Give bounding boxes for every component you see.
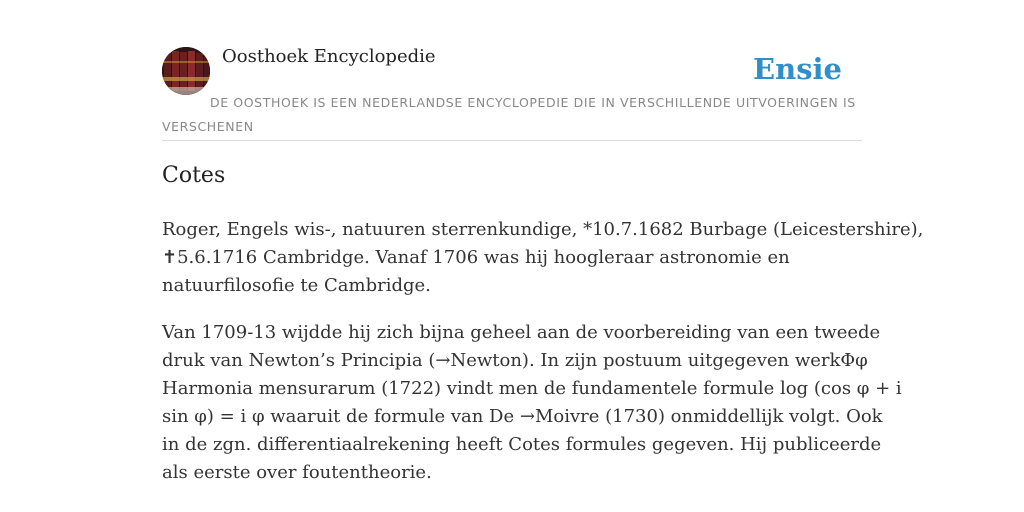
article-title: Cotes: [162, 163, 226, 188]
site-name[interactable]: Oosthoek Encyclopedie: [222, 46, 436, 67]
paragraph-line: Roger, Engels wis-, natuuren sterrenkundige, *10.7.1682 Burbage (Leicestershire),: [162, 219, 924, 240]
article-paragraph-2: [162, 319, 902, 487]
site-header: [162, 0, 862, 141]
paragraph-line: Harmonia mensurarum (1722) vindt men de fundamentele formule log (cos φ + i: [162, 378, 902, 399]
paragraph-line: natuurfilosofie te Cambridge.: [162, 275, 431, 296]
encyclopedia-avatar[interactable]: [162, 47, 210, 95]
book-spines-icon: [162, 47, 210, 95]
paragraph-line: Van 1709-13 wijdde hij zich bijna geheel aan de voorbereiding van een tweede: [162, 322, 881, 343]
paragraph-line: sin φ) = i φ waaruit de formule van De →Moivre (1730) onmiddellijk volgt. Ook: [162, 406, 883, 427]
article-paragraph-1: [162, 216, 924, 300]
paragraph-line: als eerste over foutentheorie.: [162, 462, 432, 483]
site-tagline: DE OOSTHOEK IS EEN NEDERLANDSE ENCYCLOPEDIE DIE IN VERSCHILLENDE UITVOERINGEN IS VERSCHENEN: [162, 95, 856, 134]
paragraph-line: druk van Newton’s Principia (→Newton). In zijn postuum uitgegeven werkΦφ: [162, 350, 868, 371]
paragraph-line: in de zgn. differentiaalrekening heeft Cotes formules gegeven. Hij publiceerde: [162, 434, 882, 455]
ensie-logo-link[interactable]: Ensie: [753, 52, 842, 86]
paragraph-line: ✝5.6.1716 Cambridge. Vanaf 1706 was hij hoogleraar astronomie en: [162, 247, 790, 268]
